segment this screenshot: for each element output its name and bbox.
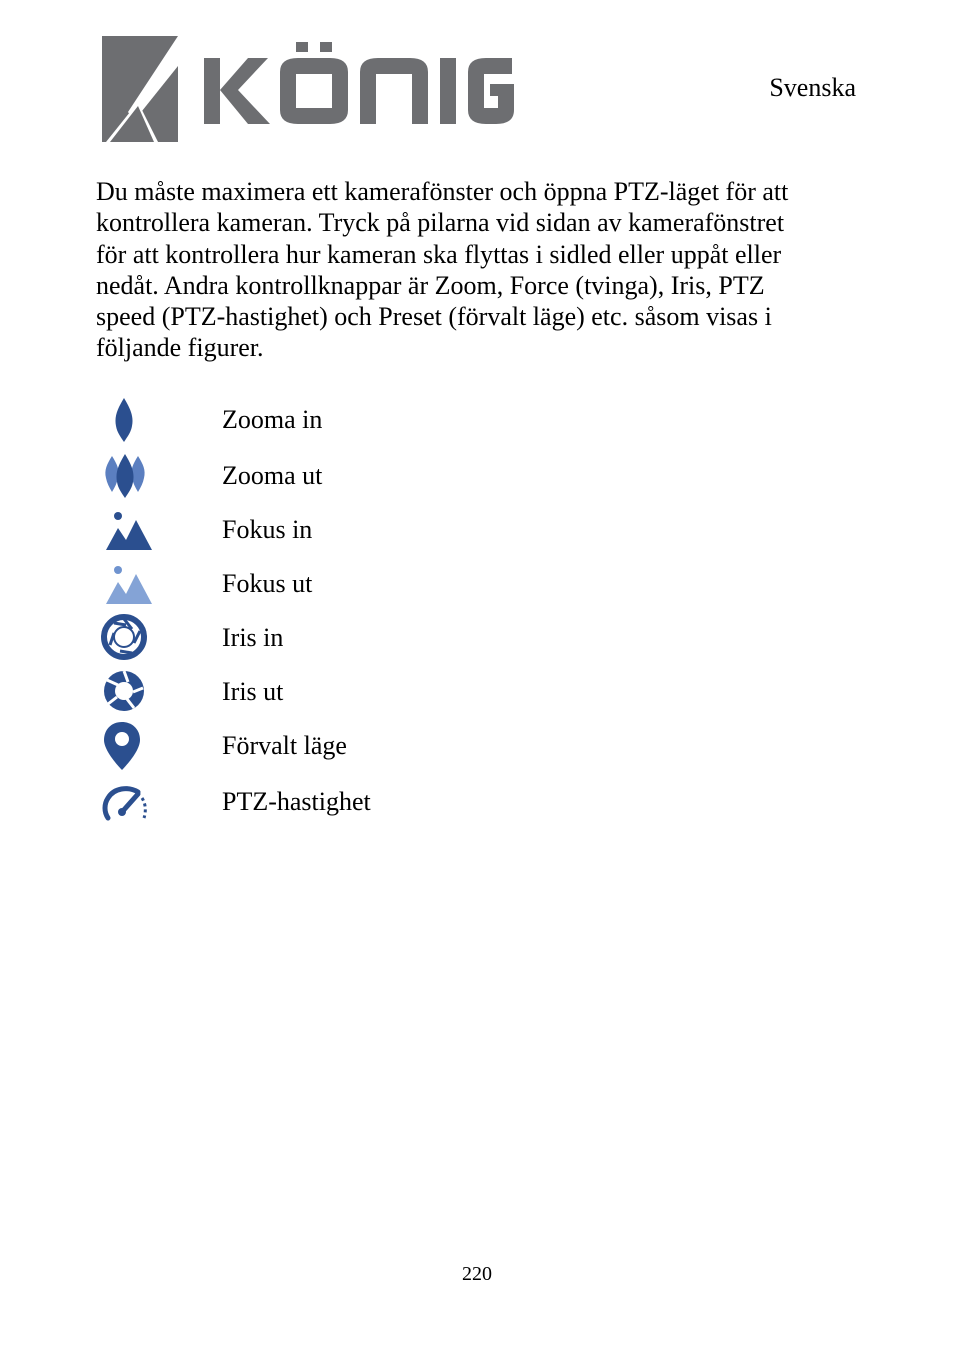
list-item-iris-out <box>98 666 798 716</box>
control-label: PTZ-hastighet <box>222 787 371 816</box>
list-item-zoom-in <box>98 394 798 444</box>
page-number: 220 <box>462 1263 492 1285</box>
list-item-iris-in <box>98 612 798 662</box>
iris-in-icon <box>98 612 152 662</box>
control-label: Zooma in <box>222 405 323 434</box>
intro-paragraph <box>96 176 836 364</box>
control-label: Iris in <box>222 623 284 652</box>
intro-line: Du måste maximera ett kamerafönster och öppna PTZ-läget för att <box>96 177 789 206</box>
control-label: Fokus in <box>222 515 313 544</box>
preset-location-pin-icon <box>98 720 152 770</box>
control-label: Fokus ut <box>222 569 313 598</box>
list-item-focus-out <box>98 558 798 608</box>
iris-out-icon <box>98 666 152 716</box>
list-item-ptz-speed <box>98 776 798 826</box>
list-item-preset <box>98 720 798 770</box>
intro-line: kontrollera kameran. Tryck på pilarna vid sidan av kamerafönstret <box>96 208 785 238</box>
control-label: Förvalt läge <box>222 731 347 760</box>
language-label: Svenska <box>769 73 856 102</box>
ptz-speed-gauge-icon <box>98 776 152 826</box>
focus-out-icon <box>98 558 152 608</box>
control-label: Zooma ut <box>222 461 323 490</box>
konig-logo <box>98 32 518 146</box>
zoom-out-icon <box>98 450 152 500</box>
konig-logo-icon <box>98 32 518 146</box>
zoom-in-icon <box>98 394 152 444</box>
focus-in-icon <box>98 504 152 554</box>
intro-line: speed (PTZ-hastighet) och Preset (förvalt läge) etc. såsom visas i <box>96 302 772 332</box>
list-item-focus-in <box>98 504 798 554</box>
control-label: Iris ut <box>222 677 284 706</box>
intro-line: följande figurer. <box>96 333 264 363</box>
intro-line: för att kontrollera hur kameran ska flyttas i sidled eller uppåt eller <box>96 239 782 269</box>
intro-line: nedåt. Andra kontrollknappar är Zoom, Force (tvinga), Iris, PTZ <box>96 270 765 300</box>
list-item-zoom-out <box>98 450 798 500</box>
